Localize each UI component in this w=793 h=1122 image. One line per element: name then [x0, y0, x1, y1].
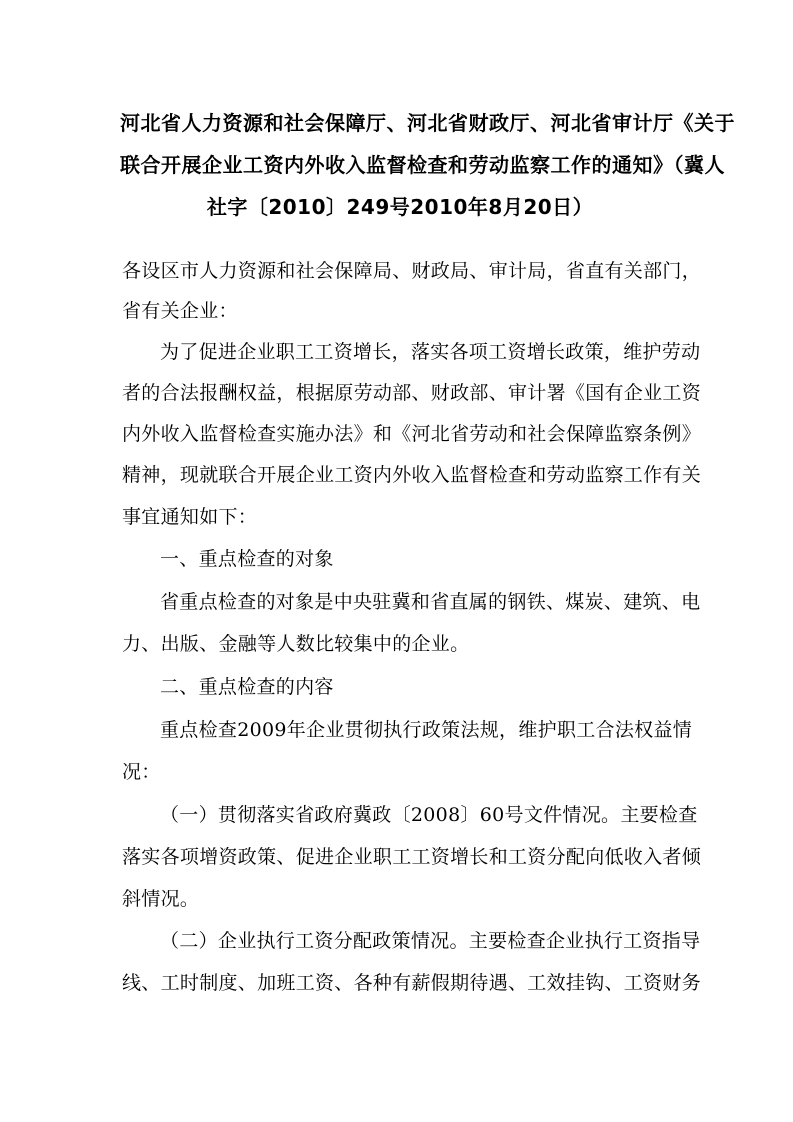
paragraph-line: 重点检查2009年企业贯彻执行政策法规，维护职工合法权益情: [160, 719, 693, 741]
paragraph-line: 落实各项增资政策、促进企业职工工资增长和工资分配向低收入者倾: [122, 846, 702, 868]
paragraph-line: 精神，现就联合开展企业工资内外收入监督检查和劳动监察工作有关: [122, 464, 702, 486]
paragraph-line: （二）企业执行工资分配政策情况。主要检查企业执行工资指导: [160, 930, 701, 952]
paragraph-line: 为了促进企业职工工资增长，落实各项工资增长政策，维护劳动: [160, 341, 701, 363]
paragraph-line: （一）贯彻落实省政府冀政〔2008〕60号文件情况。主要检查: [160, 804, 698, 826]
document-title: [120, 102, 735, 228]
salutation-line-2: 省有关企业：: [122, 300, 238, 322]
paragraph-line: 省重点检查的对象是中央驻冀和省直属的钢铁、煤炭、建筑、电: [160, 591, 701, 613]
paragraph-line: 者的合法报酬权益，根据原劳动部、财政部、审计署《国有企业工资: [122, 382, 702, 404]
section-heading-2: 二、重点检查的内容: [160, 676, 334, 698]
salutation-line-1: 各设区市人力资源和社会保障局、财政局、审计局，省直有关部门，: [122, 260, 702, 282]
paragraph-line: 斜情况。: [122, 888, 200, 910]
paragraph-line: 事宜通知如下：: [122, 506, 258, 528]
section-heading-1: 一、重点检查的对象: [160, 548, 334, 570]
paragraph-line: 内外收入监督检查实施办法》和《河北省劳动和社会保障监察条例》: [122, 423, 702, 445]
title-line-3: 社字〔2010〕249号2010年8月20日）: [206, 195, 594, 219]
paragraph-line: 力、出版、金融等人数比较集中的企业。: [122, 633, 470, 655]
title-line-2: 联合开展企业工资内外收入监督检查和劳动监察工作的通知》（冀人: [120, 153, 725, 177]
title-line-1: 河北省人力资源和社会保障厅、河北省财政厅、河北省审计厅《关于: [120, 111, 735, 135]
paragraph-line: 况：: [122, 761, 161, 783]
paragraph-line: 线、工时制度、加班工资、各种有薪假期待遇、工效挂钩、工资财务: [122, 972, 702, 994]
